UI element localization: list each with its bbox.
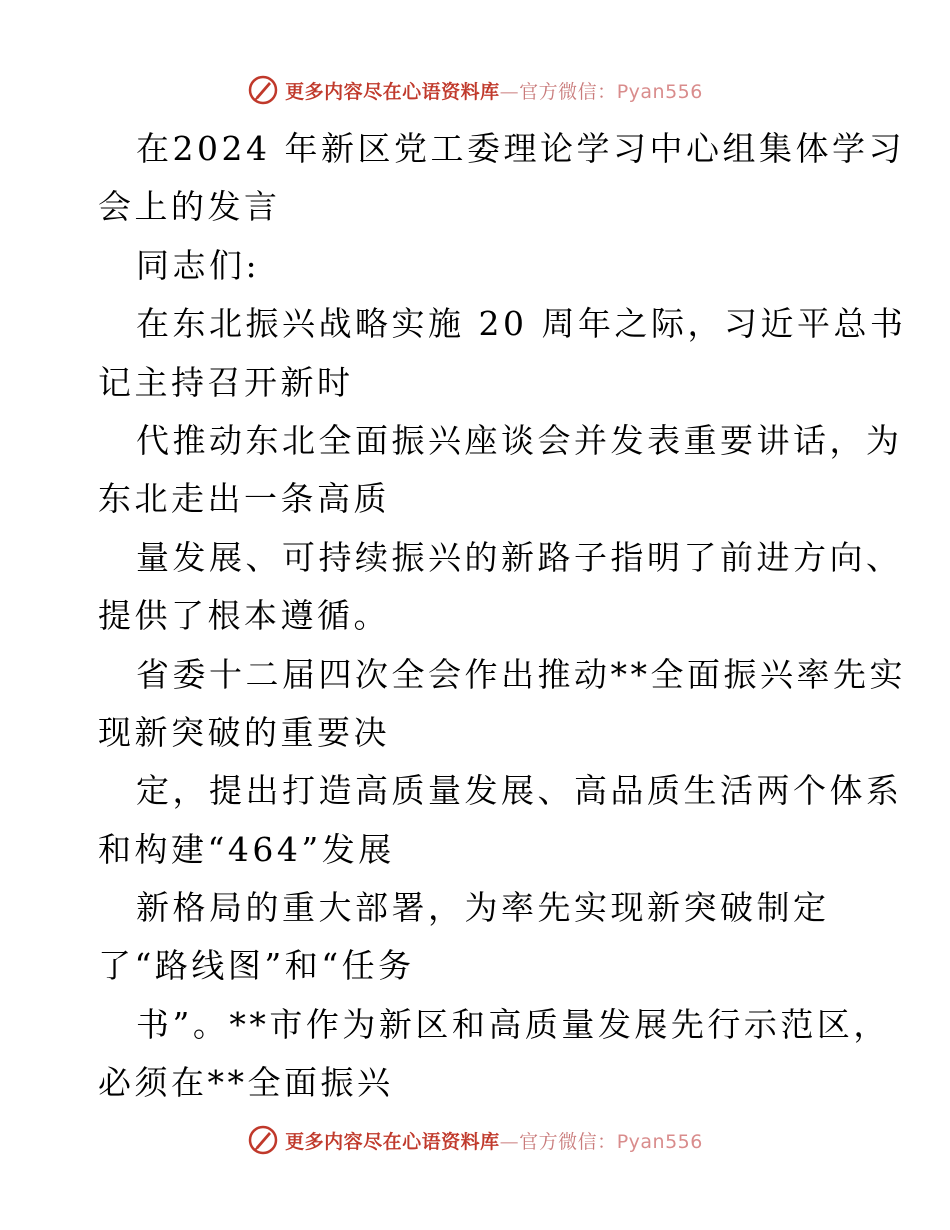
body-line: 必须在**全面振兴 [98, 1063, 394, 1103]
body-line: 书”。**市作为新区和高质量发展先行示范区， [136, 1004, 890, 1044]
document-title-line: 会上的发言 [98, 187, 281, 227]
quill-logo-icon [247, 74, 279, 106]
body-line: 东北走出一条高质 [98, 479, 390, 519]
body-line: 量发展、可持续振兴的新路子指明了前进方向、 [136, 537, 903, 577]
document-title-line: 在2024 年新区党工委理论学习中心组集体学习 [136, 129, 905, 168]
body-line: 定，提出打造高质量发展、高品质生活两个体系 [136, 771, 903, 811]
body-line: 记主持召开新时 [98, 362, 354, 402]
quill-logo-icon [247, 1124, 279, 1156]
document-body [98, 120, 907, 1113]
body-line: 和构建“464”发展 [98, 829, 395, 869]
footer-watermark [0, 1122, 950, 1158]
body-line: 提供了根本遵循。 [98, 596, 390, 636]
watermark-text: 更多内容尽在心语资料库—官方微信：Pyan556 [285, 1130, 703, 1153]
header-watermark [0, 72, 950, 108]
body-line: 新格局的重大部署，为率先实现新突破制定 [136, 888, 830, 928]
body-line: 在东北振兴战略实施 20 周年之际，习近平总书 [136, 304, 907, 344]
salutation: 同志们: [136, 245, 261, 285]
watermark-text: 更多内容尽在心语资料库—官方微信：Pyan556 [285, 80, 703, 103]
body-line: 代推动东北全面振兴座谈会并发表重要讲话，为 [136, 420, 903, 460]
body-line: 现新突破的重要决 [98, 712, 390, 752]
body-line: 省委十二届四次全会作出推动**全面振兴率先实 [136, 654, 906, 694]
body-line: 了“路线图”和“任务 [98, 946, 415, 986]
